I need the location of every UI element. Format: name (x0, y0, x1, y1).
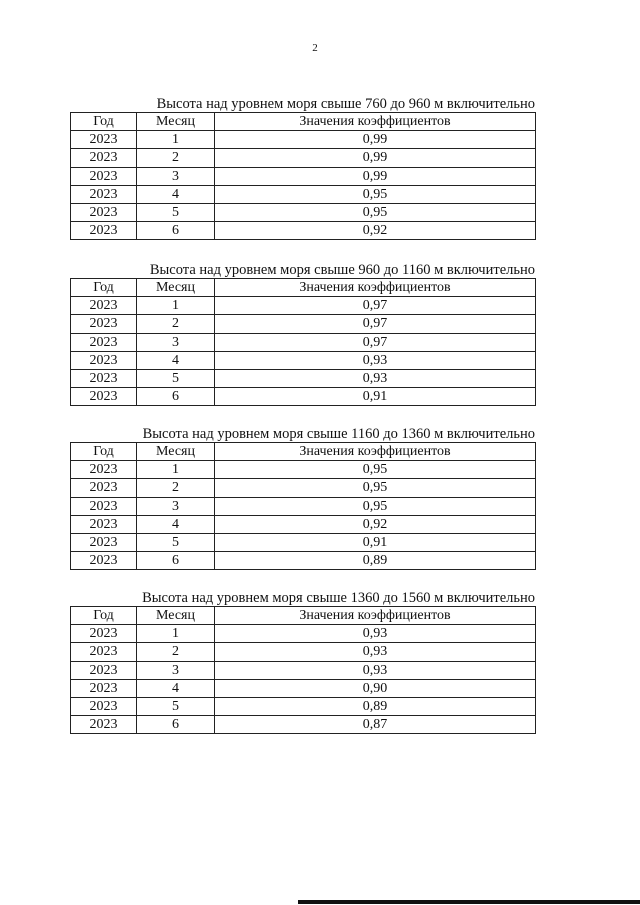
cell-value: 0,95 (215, 185, 536, 203)
cell-month: 6 (137, 716, 215, 734)
cell-month: 3 (137, 167, 215, 185)
cell-month: 2 (137, 149, 215, 167)
header-month: Месяц (137, 607, 215, 625)
table-row (71, 625, 536, 643)
cell-year: 2023 (71, 697, 137, 715)
coefficient-table (70, 442, 536, 570)
cell-year: 2023 (71, 167, 137, 185)
cell-year: 2023 (71, 643, 137, 661)
cell-year: 2023 (71, 625, 137, 643)
cell-year: 2023 (71, 533, 137, 551)
table-row (71, 461, 536, 479)
cell-value: 0,91 (215, 388, 536, 406)
table-row (71, 222, 536, 240)
header-month: Месяц (137, 279, 215, 297)
table-row (71, 533, 536, 551)
header-year: Год (71, 443, 137, 461)
coefficient-section-1360-1560 (70, 590, 535, 734)
table-row (71, 497, 536, 515)
cell-value: 0,95 (215, 203, 536, 221)
coefficient-table (70, 112, 536, 240)
cell-month: 4 (137, 515, 215, 533)
cell-value: 0,95 (215, 461, 536, 479)
cell-year: 2023 (71, 351, 137, 369)
cell-value: 0,93 (215, 643, 536, 661)
cell-value: 0,91 (215, 533, 536, 551)
cell-value: 0,92 (215, 515, 536, 533)
cell-year: 2023 (71, 388, 137, 406)
cell-month: 5 (137, 203, 215, 221)
coefficient-section-760-960 (70, 96, 535, 240)
cell-month: 6 (137, 552, 215, 570)
cell-year: 2023 (71, 552, 137, 570)
table-row (71, 351, 536, 369)
cell-month: 4 (137, 351, 215, 369)
cell-month: 6 (137, 388, 215, 406)
cell-month: 1 (137, 297, 215, 315)
cell-month: 3 (137, 661, 215, 679)
cell-month: 2 (137, 479, 215, 497)
cell-value: 0,90 (215, 679, 536, 697)
table-row (71, 297, 536, 315)
cell-value: 0,93 (215, 351, 536, 369)
cell-month: 1 (137, 131, 215, 149)
cell-value: 0,97 (215, 333, 536, 351)
table-row (71, 716, 536, 734)
section-title: Высота над уровнем моря свыше 1360 до 1560 м включительно (142, 590, 535, 606)
table-row (71, 203, 536, 221)
cell-month: 1 (137, 461, 215, 479)
cell-value: 0,89 (215, 552, 536, 570)
header-month: Месяц (137, 113, 215, 131)
cell-year: 2023 (71, 222, 137, 240)
cell-value: 0,95 (215, 497, 536, 515)
cell-value: 0,93 (215, 625, 536, 643)
cell-year: 2023 (71, 679, 137, 697)
cell-year: 2023 (71, 333, 137, 351)
table-header-row (71, 607, 536, 625)
table-row (71, 661, 536, 679)
table-header-row (71, 443, 536, 461)
cell-year: 2023 (71, 315, 137, 333)
table-row (71, 149, 536, 167)
table-row (71, 333, 536, 351)
coefficient-table (70, 278, 536, 406)
table-row (71, 131, 536, 149)
section-title: Высота над уровнем моря свыше 960 до 1160 м включительно (149, 262, 535, 278)
cell-value: 0,89 (215, 697, 536, 715)
table-row (71, 479, 536, 497)
cell-year: 2023 (71, 497, 137, 515)
cell-month: 5 (137, 533, 215, 551)
coefficient-table (70, 606, 536, 734)
cell-year: 2023 (71, 131, 137, 149)
cell-month: 2 (137, 315, 215, 333)
cell-year: 2023 (71, 661, 137, 679)
header-year: Год (71, 607, 137, 625)
cell-value: 0,93 (215, 661, 536, 679)
table-row (71, 679, 536, 697)
coefficient-section-1160-1360 (70, 426, 535, 570)
header-month: Месяц (137, 443, 215, 461)
coefficient-section-960-1160 (70, 262, 535, 406)
cell-value: 0,87 (215, 716, 536, 734)
cell-value: 0,99 (215, 131, 536, 149)
cell-year: 2023 (71, 149, 137, 167)
table-row (71, 315, 536, 333)
table-row (71, 697, 536, 715)
header-year: Год (71, 279, 137, 297)
cell-month: 4 (137, 679, 215, 697)
table-header-row (71, 113, 536, 131)
cell-month: 5 (137, 369, 215, 387)
table-header-row (71, 279, 536, 297)
cell-value: 0,99 (215, 149, 536, 167)
section-title: Высота над уровнем моря свыше 760 до 960 м включительно (156, 96, 535, 112)
header-value: Значения коэффициентов (215, 113, 536, 131)
table-row (71, 515, 536, 533)
header-value: Значения коэффициентов (215, 443, 536, 461)
cell-value: 0,97 (215, 297, 536, 315)
cell-value: 0,93 (215, 369, 536, 387)
cell-value: 0,97 (215, 315, 536, 333)
cell-month: 2 (137, 643, 215, 661)
cell-year: 2023 (71, 185, 137, 203)
table-row (71, 369, 536, 387)
table-row (71, 643, 536, 661)
cell-year: 2023 (71, 297, 137, 315)
page-number: 2 (312, 42, 318, 54)
header-value: Значения коэффициентов (215, 279, 536, 297)
header-value: Значения коэффициентов (215, 607, 536, 625)
cell-month: 4 (137, 185, 215, 203)
header-year: Год (71, 113, 137, 131)
table-row (71, 167, 536, 185)
cell-year: 2023 (71, 203, 137, 221)
cell-year: 2023 (71, 479, 137, 497)
cell-year: 2023 (71, 515, 137, 533)
section-title: Высота над уровнем моря свыше 1160 до 1360 м включительно (142, 426, 535, 442)
cell-month: 3 (137, 497, 215, 515)
cell-value: 0,95 (215, 479, 536, 497)
cell-month: 1 (137, 625, 215, 643)
cell-month: 3 (137, 333, 215, 351)
cell-value: 0,99 (215, 167, 536, 185)
cell-year: 2023 (71, 716, 137, 734)
cell-year: 2023 (71, 369, 137, 387)
cell-month: 5 (137, 697, 215, 715)
cell-month: 6 (137, 222, 215, 240)
table-row (71, 388, 536, 406)
table-row (71, 552, 536, 570)
scan-edge-line (298, 900, 640, 904)
cell-value: 0,92 (215, 222, 536, 240)
cell-year: 2023 (71, 461, 137, 479)
table-row (71, 185, 536, 203)
